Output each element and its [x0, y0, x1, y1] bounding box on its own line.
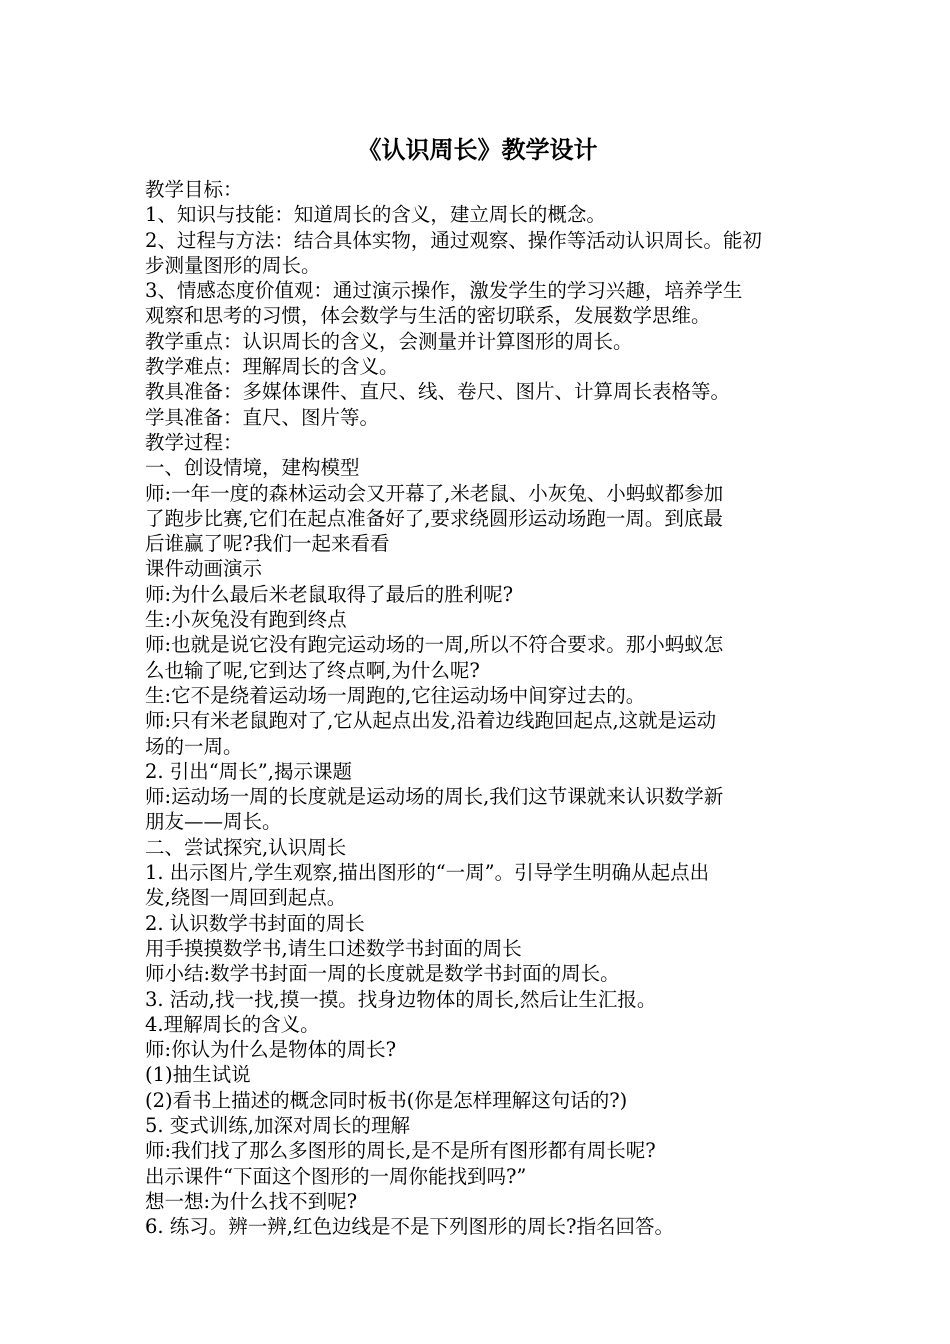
body-line: 3、情感态度价值观：通过演示操作，激发学生的学习兴趣，培养学生: [145, 279, 743, 303]
body-line: 步测量图形的周长。: [145, 253, 321, 277]
body-line: 生:它不是绕着运动场一周跑的,它往运动场中间穿过去的。: [145, 683, 646, 707]
document-title: 《认识周长》教学设计: [357, 136, 598, 164]
body-line: 教学重点：认识周长的含义，会测量并计算图形的周长。: [145, 329, 633, 353]
body-line: 师:运动场一周的长度就是运动场的周长,我们这节课就来认识数学新: [145, 785, 724, 809]
body-line: 二、尝试探究,认识周长: [145, 835, 347, 859]
body-line: 师:我们找了那么多图形的周长,是不是所有图形都有周长呢?: [145, 1139, 656, 1163]
body-line: 场的一周。: [145, 734, 243, 758]
body-line: 想一想:为什么找不到呢?: [145, 1189, 358, 1213]
body-line: 师:只有米老鼠跑对了,它从起点出发,沿着边线跑回起点,这就是运动: [145, 709, 717, 733]
body-line: 后谁赢了呢?我们一起来看看: [145, 532, 390, 556]
body-line: 教学难点：理解周长的含义。: [145, 355, 399, 379]
body-line: 2. 引出“周长”,揭示课题: [145, 759, 352, 783]
body-line: 师:一年一度的森林运动会又开幕了,米老鼠、小灰兔、小蚂蚁都参加: [145, 481, 724, 505]
body-line: 教学目标：: [145, 178, 243, 201]
body-line: 2、过程与方法：结合具体实物，通过观察、操作等活动认识周长。能初: [145, 228, 762, 252]
body-line: 朋友——周长。: [145, 810, 282, 834]
body-line: 用手摸摸数学书,请生口述数学书封面的周长: [145, 936, 522, 960]
body-line: 一、创设情境，建构模型: [145, 456, 360, 480]
body-line: 3. 活动,找一找,摸一摸。找身边物体的周长,然后让生汇报。: [145, 987, 657, 1011]
body-line: 师:也就是说它没有跑完运动场的一周,所以不符合要求。那小蚂蚁怎: [145, 633, 724, 657]
body-line: (2)看书上描述的概念同时板书(你是怎样理解这句话的?): [145, 1088, 628, 1112]
body-line: 课件动画演示: [145, 557, 263, 581]
body-line: 1、知识与技能：知道周长的含义，建立周长的概念。: [145, 203, 606, 227]
body-line: 教具准备：多媒体课件、直尺、线、卷尺、图片、计算周长表格等。: [145, 380, 731, 404]
body-line: 4.理解周长的含义。: [145, 1012, 320, 1036]
body-line: 了跑步比赛,它们在起点准备好了,要求绕圆形运动场跑一周。到底最: [145, 506, 723, 530]
body-line: 出示课件“下面这个图形的一周你能找到吗?”: [145, 1164, 527, 1188]
body-line: 师:你认为什么是物体的周长?: [145, 1038, 397, 1062]
document-body: [145, 177, 810, 1239]
body-line: 师:为什么最后米老鼠取得了最后的胜利呢?: [145, 582, 514, 606]
body-line: (1)抽生试说: [145, 1063, 251, 1087]
body-line: 师小结:数学书封面一周的长度就是数学书封面的周长。: [145, 962, 620, 986]
body-line: 教学过程：: [145, 430, 243, 454]
body-line: 发,绕图一周回到起点。: [145, 886, 347, 910]
body-line: 5. 变式训练,加深对周长的理解: [145, 1113, 411, 1137]
body-line: 么也输了呢,它到达了终点啊,为什么呢?: [145, 658, 480, 682]
body-line: 1. 出示图片,学生观察,描出图形的“一周”。引导学生明确从起点出: [145, 861, 710, 885]
body-line: 2. 认识数学书封面的周长: [145, 911, 365, 935]
body-line: 生:小灰兔没有跑到终点: [145, 608, 347, 632]
body-line: 学具准备：直尺、图片等。: [145, 405, 380, 429]
document-page: [145, 133, 810, 1239]
body-line: 6. 练习。辨一辨,红色边线是不是下列图形的周长?指名回答。: [145, 1215, 674, 1239]
body-line: 观察和思考的习惯，体会数学与生活的密切联系，发展数学思维。: [145, 304, 711, 328]
